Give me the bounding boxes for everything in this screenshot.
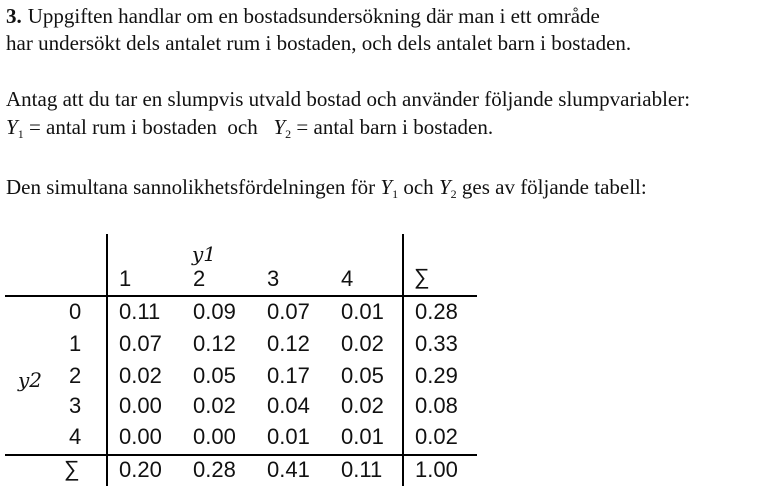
row-total: 0.08	[415, 393, 458, 418]
table-cell: 0.02	[341, 331, 384, 356]
row-total: 0.28	[415, 299, 458, 324]
table-cell: 0.05	[193, 363, 236, 388]
y2-definition: = antal barn i bostaden.	[296, 115, 494, 139]
column-total: 0.20	[119, 457, 162, 482]
intro-var-y2: $Y_2$	[438, 175, 457, 201]
table-cell: 0.07	[267, 299, 310, 324]
var-y1: $Y_1$	[6, 115, 24, 141]
table-cell: 0.00	[119, 393, 162, 418]
table-divider-v1	[106, 234, 108, 486]
row-header: 0	[69, 299, 82, 324]
table-cell: 0.00	[119, 424, 162, 449]
table-cell: 0.02	[193, 393, 236, 418]
sum-column-header: ∑	[414, 264, 430, 289]
intro-var-y1: $Y_1$	[380, 175, 399, 201]
table-cell: 0.12	[193, 331, 236, 356]
col-variable-label: y1	[192, 242, 217, 266]
variable-definitions	[6, 114, 493, 147]
intro-text: Den simultana sannolikhetsfördelningen för	[6, 175, 376, 199]
problem-text-1: Uppgiften handlar om en bostadsundersökning där man i ett område	[27, 4, 600, 28]
table-cell: 0.01	[341, 424, 384, 449]
table-cell: 0.02	[119, 363, 162, 388]
table-cell: 0.01	[267, 424, 310, 449]
col-header: 4	[341, 266, 354, 291]
intro-och: och	[403, 175, 434, 199]
var-y2: $Y_2$	[273, 115, 292, 141]
table-cell: 0.11	[119, 299, 161, 324]
row-header: 1	[69, 331, 82, 356]
col-header: 2	[193, 266, 206, 291]
row-total: 0.29	[415, 363, 458, 388]
column-total: 0.28	[193, 457, 236, 482]
row-variable-label: y2	[18, 368, 43, 392]
table-divider-v2	[402, 234, 404, 486]
row-total: 0.33	[415, 331, 458, 356]
table-divider-h1	[5, 295, 477, 297]
table-cell: 0.02	[341, 393, 384, 418]
problem-line-2: har undersökt dels antalet rum i bostaden, och dels antalet barn i bostaden.	[6, 31, 632, 55]
table-cell: 0.09	[193, 299, 236, 324]
table-cell: 0.05	[341, 363, 384, 388]
col-header: 3	[267, 266, 280, 291]
grand-total: 1.00	[415, 457, 458, 482]
table-cell: 0.04	[267, 393, 310, 418]
problem-line-1	[6, 3, 600, 29]
och-word: och	[227, 115, 258, 139]
y1-definition: = antal rum i bostaden	[28, 115, 217, 139]
table-cell: 0.17	[267, 363, 310, 388]
row-header: 3	[69, 393, 82, 418]
table-intro	[6, 174, 647, 207]
table-cell: 0.00	[193, 424, 236, 449]
table-cell: 0.07	[119, 331, 162, 356]
row-header: 4	[69, 424, 82, 449]
problem-number: 3.	[6, 4, 22, 28]
column-total: 0.41	[267, 457, 310, 482]
row-header: 2	[69, 363, 82, 388]
col-header: 1	[119, 266, 132, 291]
table-cell: 0.12	[267, 331, 310, 356]
column-total: 0.11	[341, 457, 383, 482]
intro-end: ges av följande tabell:	[461, 175, 647, 199]
row-total: 0.02	[415, 424, 458, 449]
sum-row-header: ∑	[64, 456, 80, 481]
table-cell: 0.01	[341, 299, 384, 324]
problem-line-3: Antag att du tar en slumpvis utvald bostad och använder följande slumpvariabler:	[6, 87, 691, 111]
